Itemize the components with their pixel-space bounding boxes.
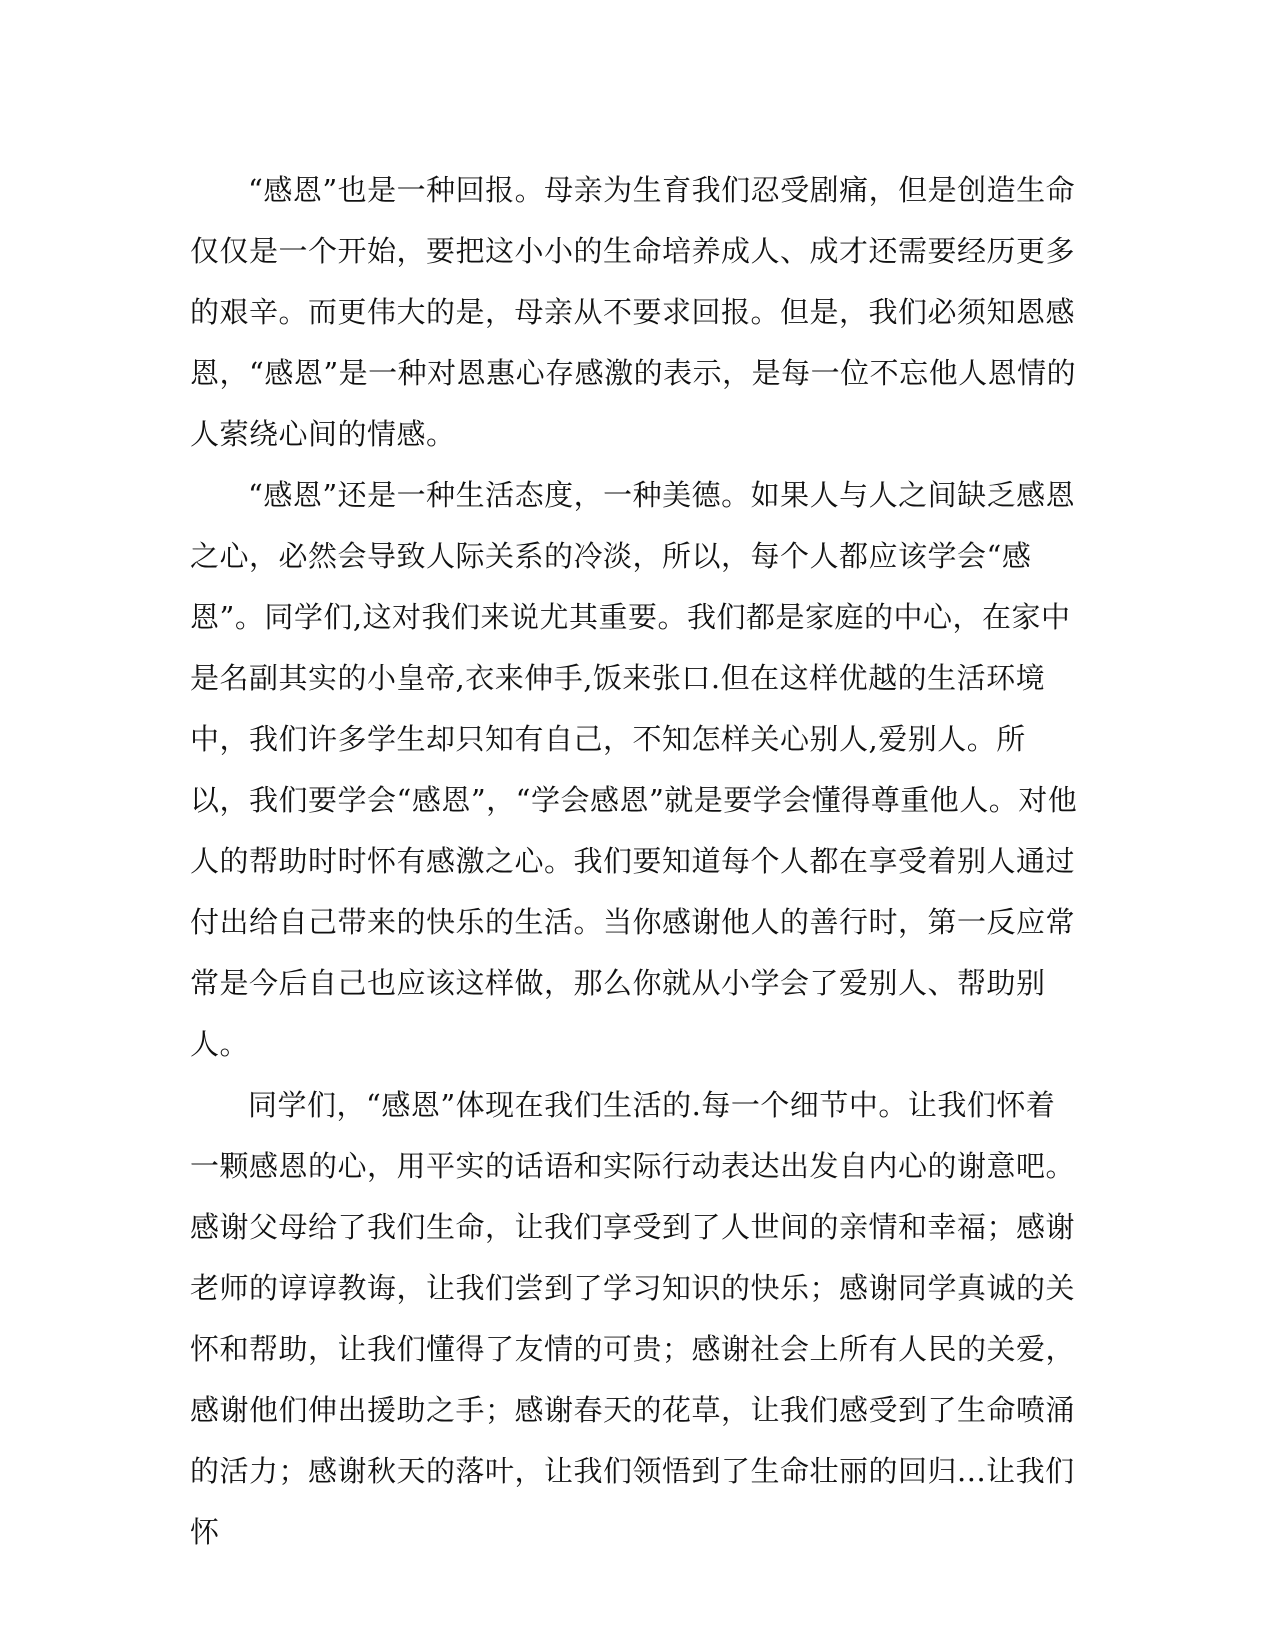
paragraph-3: 同学们，“感恩”体现在我们生活的.每一个细节中。让我们怀着一颗感恩的心，用平实的话语和实际行动表达出发自内心的谢意吧。感谢父母给了我们生命，让我们享受到了人世间的亲情和幸福；感谢老师的谆谆教诲，让我们尝到了学习知识的快乐；感谢同学真诚的关怀和帮助，让我们懂得了友情的可贵；感谢社会上所有人民的关爱，感谢他们伸出援助之手；感谢春天的花草，让我们感受到了生命喷涌的活力；感谢秋天的落叶，让我们领悟到了生命壮丽的回归...让我们怀 [190, 1088, 1076, 1549]
body-text [190, 160, 1080, 1563]
paragraph-2: “感恩”还是一种生活态度，一种美德。如果人与人之间缺乏感恩之心，必然会导致人际关系的冷淡，所以，每个人都应该学会“感恩”。同学们,这对我们来说尤其重要。我们都是家庭的中心，在家中是名副其实的小皇帝,衣来伸手,饭来张口.但在这样优越的生活环境中，我们许多学生却只知有自己，不知怎样关心别人,爱别人。所以，我们要学会“感恩”，“学会感恩”就是要学会懂得尊重他人。对他人的帮助时时怀有感激之心。我们要知道每个人都在享受着别人通过付出给自己带来的快乐的生活。当你感谢他人的善行时，第一反应常常是今后自己也应该这样做，那么你就从小学会了爱别人、帮助别人。 [190, 478, 1078, 1061]
paragraph-1: “感恩”也是一种回报。母亲为生育我们忍受剧痛，但是创造生命仅仅是一个开始，要把这小小的生命培养成人、成才还需要经历更多的艰辛。而更伟大的是，母亲从不要求回报。但是，我们必须知恩感恩，“感恩”是一种对恩惠心存感激的表示，是每一位不忘他人恩情的人萦绕心间的情感。 [190, 173, 1077, 451]
